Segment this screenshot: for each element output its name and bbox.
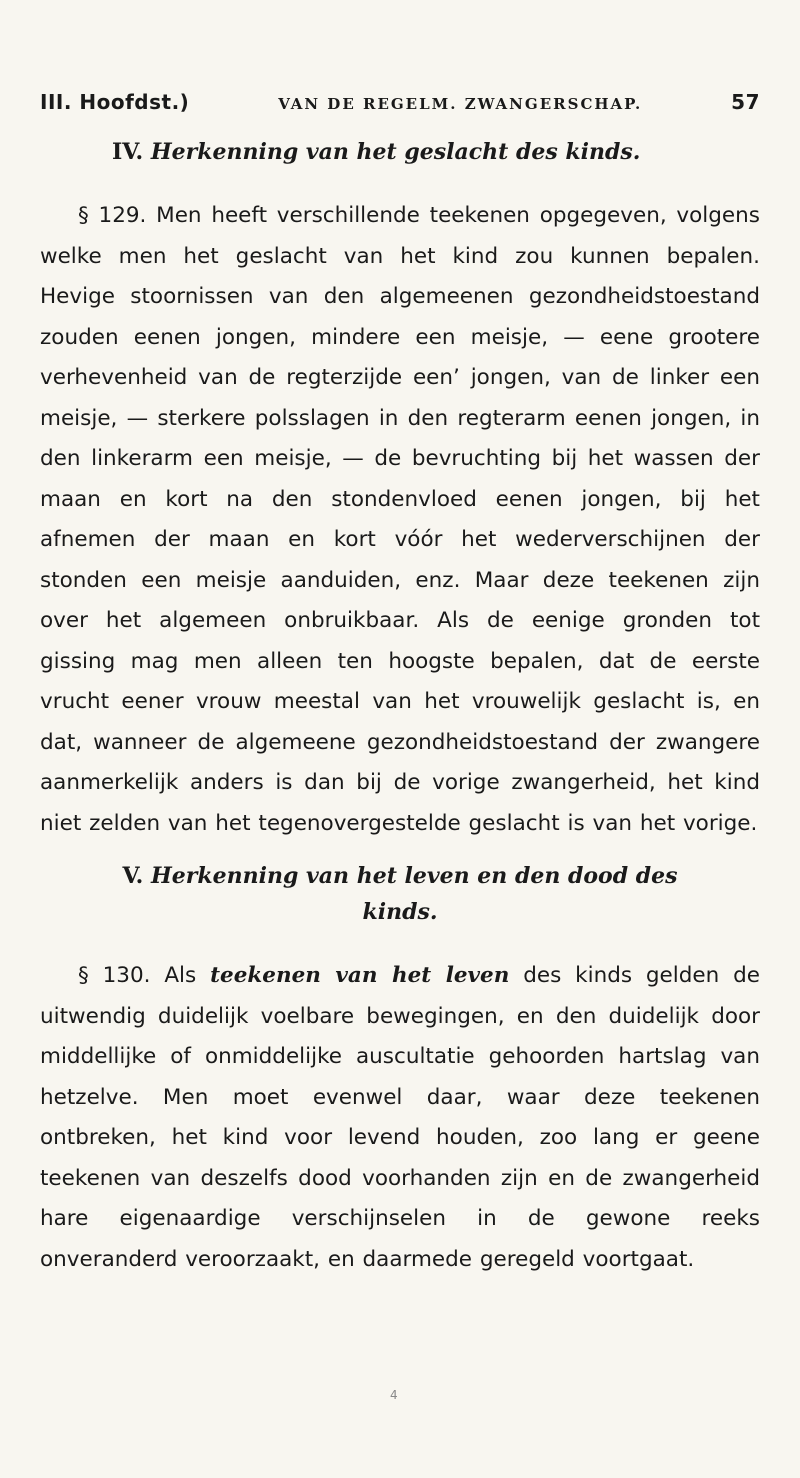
paragraph-129 bbox=[40, 196, 760, 844]
paragraph-text: Men heeft verschillende teekenen opgegeven, volgens welke men het geslacht van het kind zou kunnen bepalen. Hevige stoornissen van den algemeenen gezondheidstoestand zouden eenen jongen, mindere een meisje, — eene grootere verhevenheid van de regterzijde een’ jongen, van de linker een meisje, — sterkere polsslagen in den regterarm eenen jongen, in den linkerarm een meisje, — de bevruchting bij het wassen der maan en kort na den stondenvloed eenen jongen, bij het afnemen der maan en kort vóór het wederverschijnen der stonden een meisje aanduiden, enz. Maar deze teekenen zijn over het algemeen onbruikbaar. Als de eenige gronden tot gissing mag men alleen ten hoogste bepalen, dat de eerste vrucht eener vrouw meestal van het vrouwelijk geslacht is, en dat, wanneer de algemeene gezondheidstoestand der zwangere aanmerkelijk anders is dan bij de vorige zwangerheid, het kind niet zelden van het tegenovergestelde geslacht is van het vorige. bbox=[40, 203, 760, 836]
paragraph-number: § 129. bbox=[78, 203, 147, 228]
book-page bbox=[40, 90, 760, 1280]
section-title: Herkenning van het geslacht des kinds. bbox=[150, 139, 641, 165]
section-heading-v bbox=[40, 858, 760, 930]
section-heading-iv bbox=[40, 134, 760, 170]
paragraph-130 bbox=[40, 956, 760, 1280]
paragraph-text: des kinds gelden de uitwendig duidelijk voelbare bewegingen, en den duidelijk door middellijke of onmiddelijke auscultatie gehoorden hartslag van hetzelve. Men moet evenwel daar, waar deze teekenen ontbreken, het kind voor levend houden, zoo lang er geene teekenen van deszelfs dood voorhanden zijn en de zwangerheid hare eigenaardige verschijnselen in de gewone reeks onveranderd veroorzaakt, en daarmede geregeld voortgaat. bbox=[40, 963, 760, 1272]
emphasis-term: teekenen van het leven bbox=[210, 963, 510, 988]
paragraph-lead: Als bbox=[164, 963, 197, 988]
page-number: 57 bbox=[731, 90, 760, 114]
running-title: VAN DE REGELM. ZWANGERSCHAP. bbox=[278, 95, 643, 113]
footer-mark: 4 bbox=[390, 1388, 398, 1402]
section-title-line2: kinds. bbox=[362, 899, 438, 925]
section-numeral: V. bbox=[122, 863, 144, 889]
paragraph-number: § 130. bbox=[78, 963, 151, 988]
section-title-line1: Herkenning van het leven en den dood des bbox=[151, 863, 678, 889]
section-numeral: IV. bbox=[112, 139, 144, 165]
running-head bbox=[40, 90, 760, 114]
chapter-reference: III. Hoofdst.) bbox=[40, 90, 190, 114]
